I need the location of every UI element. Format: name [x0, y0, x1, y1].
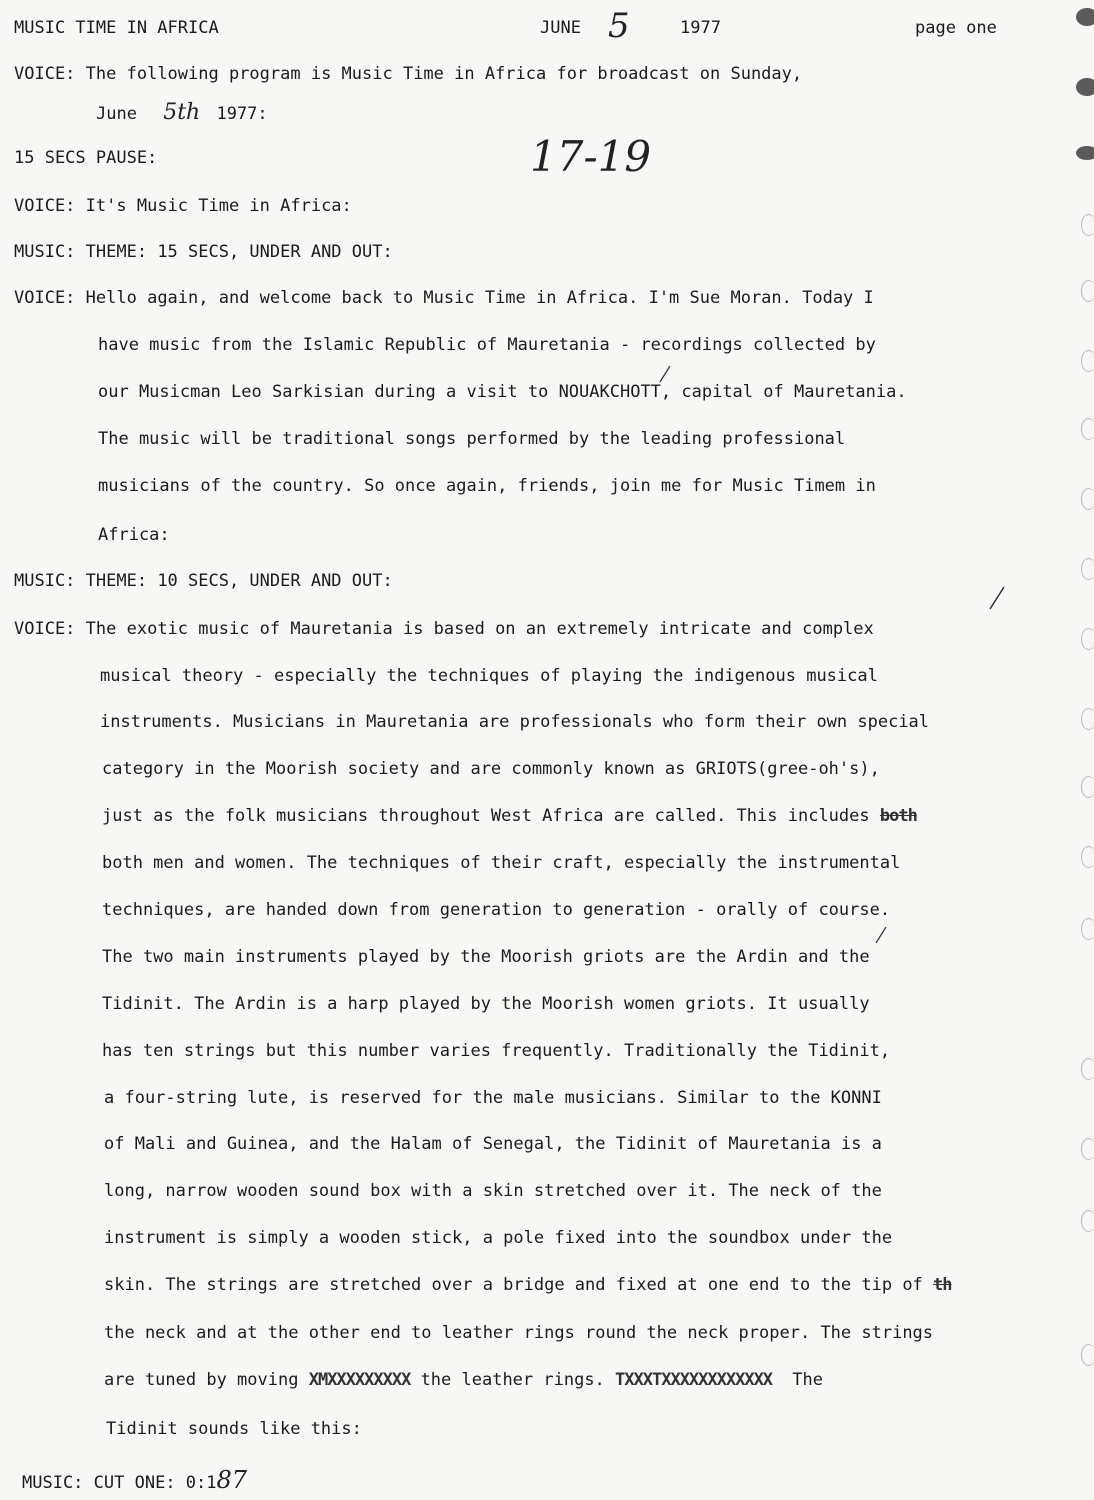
- script-line: [14, 619, 874, 639]
- script-line: category in the Moorish society and are commonly known as GRIOTS(gree-oh's),: [102, 759, 880, 779]
- script-line: [14, 288, 874, 308]
- binder-hole-icon: [1081, 846, 1094, 868]
- speaker-label: VOICE:: [14, 196, 76, 216]
- speaker-label: VOICE:: [14, 288, 76, 308]
- handwritten-code: 17-19: [530, 132, 652, 181]
- script-line: [22, 1466, 247, 1494]
- script-line: of Mali and Guinea, and the Halam of Senegal, the Tidinit of Mauretania is a: [104, 1134, 882, 1154]
- speaker-label: 15 SECS PAUSE:: [14, 148, 158, 168]
- script-line: [104, 1370, 823, 1390]
- line-text: skin. The strings are stretched over a bridge and fixed at one end to the tip of: [104, 1275, 923, 1295]
- script-line: Africa:: [98, 525, 170, 545]
- script-line: a four-string lute, is reserved for the male musicians. Similar to the KONNI: [104, 1088, 882, 1108]
- speaker-label: VOICE:: [14, 64, 76, 84]
- script-line: has ten strings but this number varies frequently. Traditionally the Tidinit,: [102, 1041, 891, 1061]
- binder-hole-icon: [1076, 78, 1094, 96]
- binder-hole-icon: [1081, 214, 1094, 236]
- binder-hole-icon: [1081, 708, 1094, 730]
- binder-hole-icon: [1081, 418, 1094, 440]
- script-line: the neck and at the other end to leather rings round the neck proper. The strings: [104, 1323, 934, 1343]
- binder-hole-icon: [1081, 350, 1094, 372]
- binder-hole-icon: [1081, 1138, 1094, 1160]
- line-text: It's Music Time in Africa:: [85, 196, 352, 216]
- struck-text: th: [933, 1275, 952, 1295]
- script-line: instrument is simply a wooden stick, a pole fixed into the soundbox under the: [104, 1228, 893, 1248]
- struck-text: TXXXTXXXXXXXXXXXX: [615, 1370, 773, 1390]
- header-month: JUNE: [540, 18, 581, 38]
- line-text: Hello again, and welcome back to Music Time in Africa. I'm Sue Moran. Today I: [85, 288, 874, 308]
- binder-hole-icon: [1081, 1058, 1094, 1080]
- struck-text: both: [879, 806, 917, 826]
- script-line: have music from the Islamic Republic of Mauretania - recordings collected by: [98, 335, 876, 355]
- line-text: THEME: 15 SECS, UNDER AND OUT:: [85, 242, 393, 262]
- header-day-handwritten: 5: [608, 6, 630, 46]
- script-line: our Musicman Leo Sarkisian during a visit to NOUAKCHOTT, capital of Mauretania.: [98, 382, 907, 402]
- binder-hole-icon: [1076, 8, 1094, 26]
- line-text: the leather rings.: [420, 1370, 605, 1390]
- script-line: The two main instruments played by the Moorish griots are the Ardin and the: [102, 947, 870, 967]
- script-line: instruments. Musicians in Mauretania are professionals who form their own special: [100, 712, 930, 732]
- script-line: long, narrow wooden sound box with a skin stretched over it. The neck of the: [104, 1181, 882, 1201]
- binder-hole-icon: [1081, 628, 1094, 650]
- script-line: [14, 571, 393, 591]
- page-number: page one: [915, 18, 997, 38]
- header-year: 1977: [680, 18, 721, 38]
- line-text: The following program is Music Time in Africa for broadcast on Sunday,: [85, 64, 803, 84]
- script-line: [102, 806, 917, 826]
- script-line: [104, 1275, 952, 1295]
- script-line: [14, 196, 352, 216]
- line-text: just as the folk musicians throughout West Africa are called. This includes: [102, 806, 870, 826]
- script-line: [14, 242, 393, 262]
- binder-hole-icon: [1081, 280, 1094, 302]
- speaker-label: MUSIC:: [22, 1473, 84, 1493]
- speaker-label: VOICE:: [14, 619, 76, 639]
- line-text: 1977:: [216, 104, 268, 124]
- script-line: both men and women. The techniques of their craft, especially the instrumental: [102, 853, 901, 873]
- binder-hole-icon: [1076, 146, 1094, 160]
- script-line: [14, 148, 157, 168]
- script-line: The music will be traditional songs performed by the leading professional: [98, 429, 846, 449]
- script-line: musicians of the country. So once again, friends, join me for Music Timem in: [98, 476, 876, 496]
- binder-hole-icon: [1081, 1210, 1094, 1232]
- script-line: Tidinit. The Ardin is a harp played by the Moorish women griots. It usually: [102, 994, 870, 1014]
- line-text: The exotic music of Mauretania is based on an extremely intricate and complex: [85, 619, 874, 639]
- speaker-label: MUSIC:: [14, 571, 76, 591]
- script-line: musical theory - especially the techniques of playing the indigenous musical: [100, 666, 878, 686]
- binder-hole-icon: [1081, 558, 1094, 580]
- pencil-tick-icon: [874, 925, 888, 945]
- binder-hole-icon: [1081, 1344, 1094, 1366]
- line-text: THEME: 10 SECS, UNDER AND OUT:: [85, 571, 393, 591]
- struck-text: XMXXXXXXXXX: [308, 1370, 411, 1390]
- binder-hole-icon: [1081, 488, 1094, 510]
- handwritten-time: 87: [216, 1466, 248, 1494]
- speaker-label: MUSIC:: [14, 242, 76, 262]
- pencil-tick-icon: [658, 364, 672, 384]
- pencil-tick-icon: [986, 585, 1006, 611]
- line-text: The: [792, 1370, 824, 1390]
- program-title: MUSIC TIME IN AFRICA: [14, 18, 219, 38]
- handwritten-date: 5th: [163, 100, 201, 125]
- binder-hole-icon: [1081, 918, 1094, 940]
- line-text: CUT ONE: 0:1: [93, 1473, 217, 1493]
- line-text: are tuned by moving: [104, 1370, 299, 1390]
- binder-hole-icon: [1081, 776, 1094, 798]
- script-line: [14, 64, 802, 84]
- script-line: [96, 100, 268, 125]
- script-line: Tidinit sounds like this:: [106, 1419, 362, 1439]
- script-line: techniques, are handed down from generation to generation - orally of course.: [102, 900, 891, 920]
- line-text: June: [96, 104, 137, 124]
